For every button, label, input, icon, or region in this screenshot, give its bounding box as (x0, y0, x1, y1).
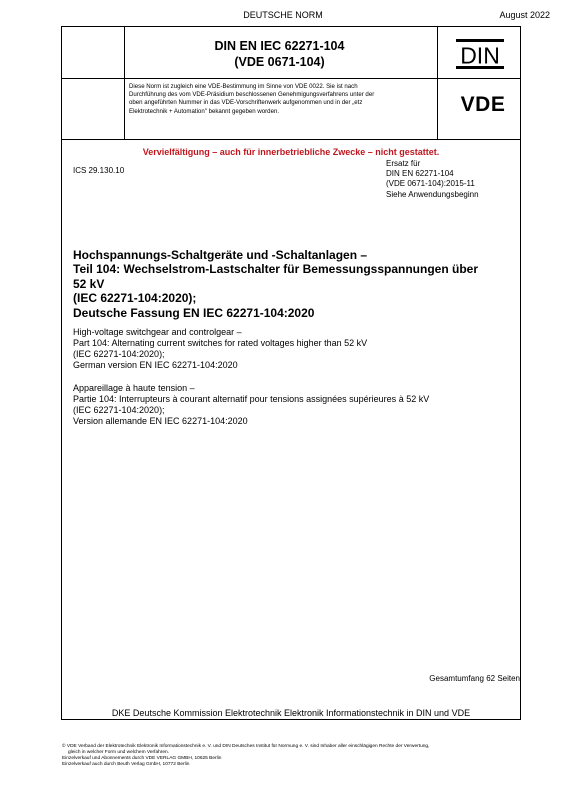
title-english-line: (IEC 62271-104:2020); (73, 349, 165, 360)
divider (61, 78, 521, 79)
replacement-line: Siehe Anwendungsbeginn (386, 189, 479, 199)
norm-type-label: DEUTSCHE NORM (243, 10, 323, 20)
divider (437, 26, 438, 139)
title-english (73, 327, 513, 371)
title-german-line: (IEC 62271-104:2020); (73, 291, 197, 306)
title-german-line: Hochspannungs-Schaltgeräte und -Schaltanlagen – (73, 248, 368, 262)
title-german-line: Deutsche Fassung EN IEC 62271-104:2020 (73, 305, 315, 320)
footer-line: © VDE Verband der Elektrotechnik Elektronik Informationstechnik e. V. und DIN Deutsches Institut für Normung e. V. sind Inhaber aller einschlägigen Rechte der Verwertung, (62, 744, 430, 749)
vde-statement-line: Diese Norm ist zugleich eine VDE-Bestimmung im Sinne von VDE 0022. Sie ist nach (129, 83, 358, 90)
publication-date: August 2022 (499, 10, 550, 20)
title-french (73, 383, 513, 427)
title-german-line: Teil 104: Wechselstrom-Lastschalter für Bemessungsspannungen über (73, 262, 478, 277)
vde-statement-line: oben angeführten Nummer in das VDE-Vorschriftenwerk aufgenommen und in der „etz (129, 99, 363, 107)
footer-line: Einzelverkauf und Abonnements durch VDE VERLAG GMBH, 10625 Berlin (62, 756, 222, 762)
replacement-line: (VDE 0671-104):2015-11 (386, 179, 475, 189)
title-french-line: Partie 104: Interrupteurs à courant alternatif pour tensions assignées supérieures à 52 kV (73, 394, 430, 405)
replacement-info (386, 159, 479, 200)
title-french-line: Version allemande EN IEC 62271-104:2020 (73, 416, 248, 427)
din-logo (455, 38, 505, 70)
page-count: Gesamtumfang 62 Seiten (429, 674, 520, 683)
vde-statement (129, 83, 430, 116)
copyright-footer (62, 744, 542, 768)
replacement-line: Ersatz für (386, 159, 421, 168)
title-german (73, 248, 513, 320)
title-english-line: High-voltage switchgear and controlgear – (73, 327, 242, 337)
vde-statement-line: Durchführung des vom VDE-Präsidium beschlossenen Genehmigungsverfahrens unter der (129, 91, 375, 99)
committee-line: DKE Deutsche Kommission Elektrotechnik Elektronik Informationstechnik in DIN und VDE (111, 708, 471, 718)
cover-frame (61, 26, 521, 720)
title-french-line: Appareillage à haute tension – (73, 383, 195, 393)
title-french-line: (IEC 62271-104:2020); (73, 405, 165, 416)
vde-logo: VDE (460, 93, 506, 116)
divider (61, 139, 521, 140)
title-english-line: German version EN IEC 62271-104:2020 (73, 360, 238, 371)
vde-number: (VDE 0671-104) (234, 55, 325, 69)
vde-statement-line: Elektrotechnik + Automation" bekannt gegeben worden. (129, 107, 280, 115)
footer-line: Einzelverkauf auch durch Beuth Verlag GmbH, 10772 Berlin (62, 762, 190, 768)
document-number: DIN EN IEC 62271-104 (214, 39, 345, 53)
footer-line: gleich in welcher Form und welchem Verfahren. (68, 750, 170, 756)
ics-code: ICS 29.130.10 (73, 166, 125, 175)
title-german-line: 52 kV (73, 276, 105, 291)
replacement-line: DIN EN 62271-104 (386, 169, 454, 179)
svg-text:DIN: DIN (460, 42, 500, 69)
title-english-line: Part 104: Alternating current switches for rated voltages higher than 52 kV (73, 338, 368, 349)
reproduction-warning: Vervielfältigung – auch für innerbetriebliche Zwecke – nicht gestattet. (142, 147, 440, 157)
